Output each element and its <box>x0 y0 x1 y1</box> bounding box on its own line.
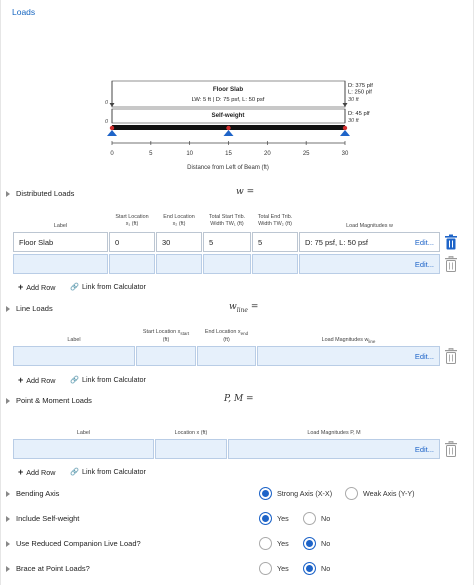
reduced-live-yes-radio[interactable] <box>259 537 272 550</box>
dist-row2-edit-link[interactable]: Edit... <box>299 254 440 274</box>
line-add-row-label: Add Row <box>26 375 56 385</box>
line-formula-eq: = <box>247 302 259 312</box>
loads-tab-title[interactable]: Loads <box>12 7 36 17</box>
dist-row1-edit-link[interactable]: Edit... <box>414 237 434 247</box>
self-weight-label: Self-weight <box>211 112 245 119</box>
bending-axis-toggle[interactable] <box>6 489 59 498</box>
bending-axis-strong-label: Strong Axis (X-X) <box>277 489 333 498</box>
point-add-row-label: Add Row <box>26 467 56 477</box>
dist-row1-end[interactable]: 30 <box>156 232 202 252</box>
include-self-weight-toggle[interactable] <box>6 514 79 523</box>
self-weight-span-label: 30 ft <box>348 118 359 124</box>
point-formula: P, M = <box>224 394 254 404</box>
dist-col-wstart-a: Total Start Trib. <box>208 214 246 220</box>
line-col-end-b: (ft) <box>223 337 230 344</box>
line-col-end-sub: end <box>240 331 249 337</box>
dist-row2-wstart[interactable] <box>203 254 251 274</box>
line-add-row-button[interactable] <box>18 375 55 385</box>
reduced-live-load-title: Use Reduced Companion Live Load? <box>16 539 141 548</box>
dist-col-start-a: Start Location <box>115 214 149 220</box>
live-load-label: L: 250 plf <box>348 89 372 96</box>
dist-row1-mag-text: D: 75 psf, L: 50 psf <box>305 237 368 247</box>
line-row1-label[interactable] <box>13 346 135 366</box>
line-link-calculator-label: Link from Calculator <box>81 375 146 384</box>
plus-icon: + <box>18 375 24 385</box>
dist-row1-start[interactable]: 0 <box>109 232 155 252</box>
dist-add-row-label: Add Row <box>26 282 56 292</box>
dist-add-row-button[interactable] <box>18 282 55 292</box>
beam-diagram <box>100 75 390 175</box>
brace-no-label: No <box>321 564 331 573</box>
line-row1-end[interactable] <box>197 346 256 366</box>
axis-tick-label: 25 <box>302 151 310 157</box>
bending-axis-strong-radio[interactable] <box>259 487 272 500</box>
point-add-row-button[interactable] <box>18 467 55 477</box>
dist-col-end-a: End Location <box>163 214 195 220</box>
plus-icon: + <box>18 282 24 292</box>
point-row1-label[interactable] <box>13 439 154 459</box>
self-weight-yes-radio[interactable] <box>259 512 272 525</box>
dist-link-calculator-button[interactable] <box>70 282 146 291</box>
caret-right-icon <box>6 541 10 547</box>
distributed-loads-toggle[interactable] <box>6 189 74 198</box>
line-row1-edit-link[interactable]: Edit... <box>257 346 440 366</box>
dist-col-end <box>156 214 202 228</box>
mid-zero-label: 0 <box>105 119 109 125</box>
include-self-weight-title: Include Self-weight <box>16 514 80 523</box>
dist-row1-wend[interactable]: 5 <box>252 232 298 252</box>
dist-row2-label[interactable] <box>13 254 108 274</box>
reduced-live-load-toggle[interactable] <box>6 539 141 548</box>
point-col-location: Location x (ft) <box>174 430 208 436</box>
caret-right-icon <box>6 516 10 522</box>
line-loads-toggle[interactable] <box>6 304 53 313</box>
line-link-calculator-button[interactable] <box>70 375 146 384</box>
self-weight-load-label: D: 45 plf <box>348 111 370 117</box>
dist-col-start <box>109 214 155 228</box>
top-zero-label: 0 <box>105 100 109 106</box>
line-loads-title: Line Loads <box>16 304 53 313</box>
point-row1-edit-link[interactable]: Edit... <box>228 439 440 459</box>
dist-col-wend-b: Width TW₂ (ft) <box>258 221 292 227</box>
axis-tick-label: 20 <box>263 151 271 157</box>
caret-right-icon <box>6 306 10 312</box>
floor-slab-label: Floor Slab <box>212 86 244 93</box>
dist-row1-magnitudes[interactable] <box>299 232 440 252</box>
line-col-mag-sub: line <box>368 339 376 345</box>
point-loads-toggle[interactable] <box>6 396 92 405</box>
bending-axis-weak-label: Weak Axis (Y-Y) <box>363 489 415 498</box>
point-link-calculator-button[interactable] <box>70 467 146 476</box>
point-link-calculator-label: Link from Calculator <box>81 467 146 476</box>
dist-col-wstart-b: Width TW₁ (ft) <box>210 221 244 227</box>
bending-axis-title: Bending Axis <box>16 489 60 498</box>
brace-point-loads-title: Brace at Point Loads? <box>16 564 90 573</box>
plus-icon: + <box>18 467 24 477</box>
reduced-live-no-label: No <box>321 539 331 548</box>
line-col-label: Label <box>67 337 81 343</box>
link-icon: 🔗 <box>70 467 79 476</box>
dist-row2-end[interactable] <box>156 254 202 274</box>
link-icon: 🔗 <box>70 375 79 384</box>
trash-icon[interactable] <box>444 441 458 457</box>
axis-tick-label: 0 <box>110 151 114 157</box>
self-weight-no-radio[interactable] <box>303 512 316 525</box>
link-icon: 🔗 <box>70 282 79 291</box>
line-formula <box>229 302 258 314</box>
trash-icon[interactable] <box>444 234 458 250</box>
point-row1-location[interactable] <box>155 439 227 459</box>
distance-axis-label: Distance from Left of Beam (ft) <box>187 165 269 171</box>
dist-row2-wend[interactable] <box>252 254 298 274</box>
floor-slab-detail: LW: 5 ft | D: 75 psf, L: 50 psf <box>191 97 265 103</box>
dist-link-calculator-label: Link from Calculator <box>81 282 146 291</box>
axis-tick-label: 30 <box>341 151 349 157</box>
line-col-start-sub: start <box>180 331 190 337</box>
distributed-formula: w = <box>236 187 255 197</box>
floor-slab-span-label: 30 ft <box>348 97 359 103</box>
dist-row1-wstart[interactable]: 5 <box>203 232 251 252</box>
line-col-mag <box>257 337 440 345</box>
brace-yes-label: Yes <box>277 564 289 573</box>
line-col-end-a: End Location x <box>204 329 241 335</box>
brace-yes-radio[interactable] <box>259 562 272 575</box>
axis-tick-label: 10 <box>186 151 194 157</box>
line-formula-w: w <box>229 302 237 312</box>
dead-load-label: D: 375 plf <box>348 83 373 89</box>
floor-slab-load-box <box>112 81 345 107</box>
reduced-live-no-radio[interactable] <box>303 537 316 550</box>
dist-col-end-b: x₂ (ft) <box>172 221 186 227</box>
dist-col-start-b: x₁ (ft) <box>125 221 139 227</box>
dist-col-wstart <box>203 214 251 228</box>
caret-right-icon <box>6 566 10 572</box>
line-formula-sub: line <box>236 306 248 314</box>
trash-icon[interactable] <box>444 348 458 364</box>
line-col-end <box>197 329 256 344</box>
distance-axis-ticks <box>110 141 349 157</box>
caret-right-icon <box>6 398 10 404</box>
dist-col-wend-a: Total End Trib. <box>257 214 293 220</box>
dist-col-mag: Load Magnitudes w <box>346 223 393 229</box>
axis-tick-label: 5 <box>149 151 153 157</box>
point-col-mag: Load Magnitudes P, M <box>307 430 361 436</box>
line-col-mag-text: Load Magnitudes w <box>321 337 369 343</box>
self-weight-yes-label: Yes <box>277 514 289 523</box>
line-col-start-b: (ft) <box>162 337 170 344</box>
self-weight-no-label: No <box>321 514 331 523</box>
point-col-label: Label <box>76 430 91 436</box>
trash-icon[interactable] <box>444 256 458 272</box>
dist-col-wend <box>252 214 298 228</box>
dist-col-label: Label <box>53 223 68 229</box>
axis-tick-label: 15 <box>225 151 232 157</box>
line-col-start-a: Start Location x <box>142 329 181 335</box>
caret-right-icon <box>6 491 10 497</box>
dist-row1-label[interactable]: Floor Slab <box>13 232 108 252</box>
brace-point-loads-toggle[interactable] <box>6 564 90 573</box>
caret-right-icon <box>6 191 10 197</box>
reduced-live-yes-label: Yes <box>277 539 289 548</box>
point-loads-title: Point & Moment Loads <box>16 396 92 405</box>
bending-axis-weak-radio[interactable] <box>345 487 358 500</box>
brace-no-radio[interactable] <box>303 562 316 575</box>
line-row1-start[interactable] <box>136 346 196 366</box>
line-col-start <box>136 329 196 344</box>
distributed-loads-title: Distributed Loads <box>16 189 75 198</box>
dist-row2-start[interactable] <box>109 254 155 274</box>
